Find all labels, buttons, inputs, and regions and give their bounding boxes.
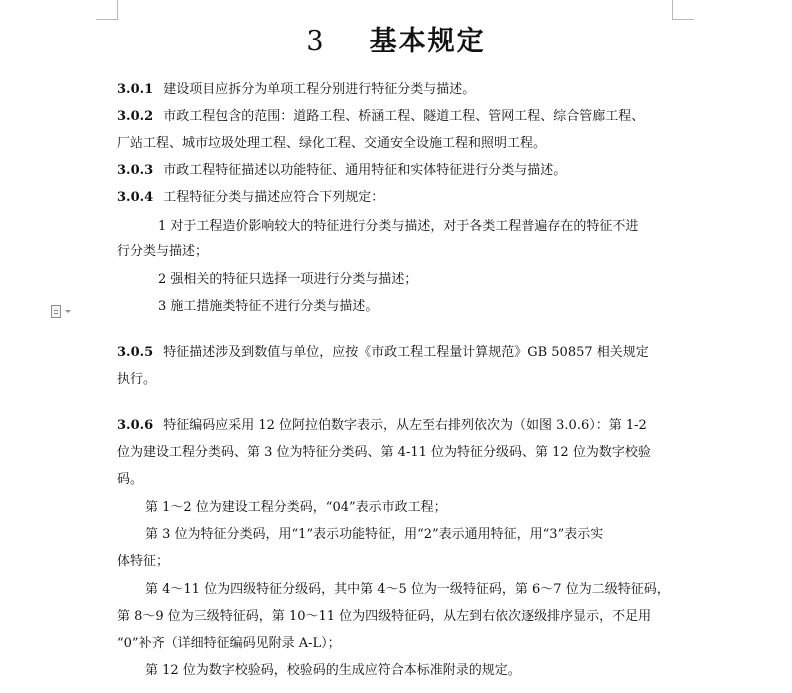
chapter-title: 基本规定 [369,26,486,57]
paragraph-cont: 体特征； [117,554,170,569]
crop-mark-top-right-vertical [672,0,673,19]
list-item: 1 对于工程造价影响较大的特征进行分类与描述，对于各类工程普遍存在的特征不进 [158,219,639,234]
chevron-down-icon [65,310,71,313]
clause-number: 3.0.1 [117,82,154,97]
clause-text: 特征编码应采用 12 位阿拉伯数字表示，从左至右排列依次为（如图 3.0.6）：第 1-2 [163,418,647,433]
list-item-cont: 行分类与描述； [117,244,209,259]
clause-text: 建设项目应拆分为单项工程分别进行特征分类与描述。 [163,82,476,97]
paragraph: 第 4～11 位为四级特征分级码，其中第 4～5 位为一级特征码，第 6～7 位为二级特征码， [145,582,670,597]
clause-text: 市政工程包含的范围：道路工程、桥涵工程、隧道工程、管网工程、综合管廊工程、 [163,109,645,124]
clause-3-0-1 [117,80,475,100]
clause-3-0-5-cont: 执行。 [117,372,157,387]
margin-document-menu[interactable] [51,303,77,319]
list-item: 3 施工措施类特征不进行分类与描述。 [158,299,379,314]
page-title [0,22,792,62]
clause-3-0-5 [117,343,649,363]
clause-3-0-6 [117,416,647,436]
clause-3-0-6-cont: 码。 [117,472,144,487]
crop-mark-top-left-horizontal [96,19,118,20]
clause-number: 3.0.4 [117,190,154,205]
paragraph-cont: “0”补齐（详细特征编码见附录 A-L）； [117,636,341,651]
chapter-number: 3 [306,26,326,57]
list-item: 2 强相关的特征只选择一项进行分类与描述； [158,272,418,287]
clause-text: 工程特征分类与描述应符合下列规定： [163,190,385,205]
crop-mark-top-right-horizontal [672,19,694,20]
clause-3-0-2 [117,107,644,127]
clause-number: 3.0.5 [117,345,154,360]
paragraph: 第 1～2 位为建设工程分类码，“04”表示市政工程； [145,500,447,515]
paragraph: 第 12 位为数字校验码，校验码的生成应符合本标准附录的规定。 [145,663,521,678]
clause-number: 3.0.6 [117,418,154,433]
clause-text: 市政工程特征描述以功能特征、通用特征和实体特征进行分类与描述。 [163,163,567,178]
document-icon [51,305,61,318]
paragraph: 第 3 位为特征分类码，用“1”表示功能特征，用“2”表示通用特征，用“3”表示实 [145,527,604,542]
clause-3-0-6-cont: 位为建设工程分类码、第 3 位为特征分类码、第 4-11 位为特征分级码、第 12 位为数字校验 [117,445,651,460]
clause-number: 3.0.3 [117,163,154,178]
clause-text: 特征描述涉及到数值与单位，应按《市政工程工程量计算规范》GB 50857 相关规定 [163,345,649,360]
clause-3-0-4 [117,188,384,208]
paragraph-cont: 第 8～9 位为三级特征码，第 10～11 位为四级特征码，从左到右依次逐级排序显示，不足用 [117,609,652,624]
clause-3-0-2-cont: 厂站工程、城市垃圾处理工程、绿化工程、交通安全设施工程和照明工程。 [117,136,547,151]
clause-number: 3.0.2 [117,109,154,124]
crop-mark-top-left-vertical [117,0,118,19]
clause-3-0-3 [117,161,566,181]
